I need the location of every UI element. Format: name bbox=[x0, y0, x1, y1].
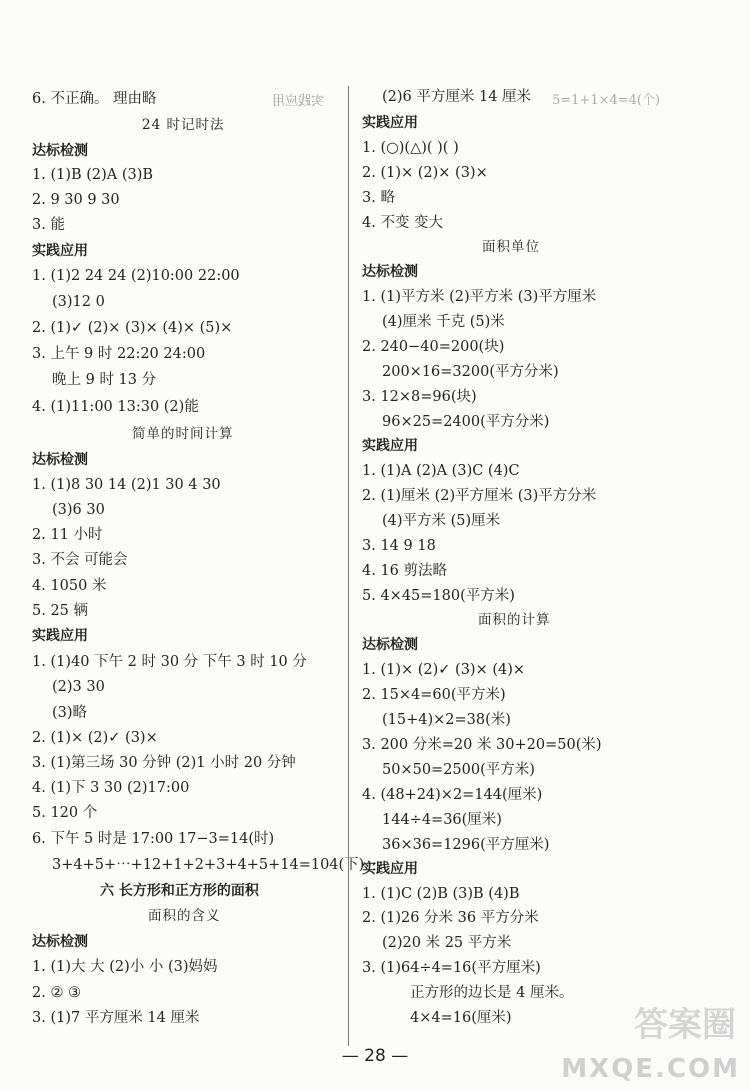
answer-line: (3)略 bbox=[52, 705, 88, 721]
answer-line: 5. 25 辆 bbox=[32, 603, 89, 619]
section-heading: 实践应用 bbox=[362, 861, 418, 877]
section-heading: 实践应用 bbox=[362, 438, 418, 454]
section-heading: 实践应用 bbox=[362, 115, 418, 131]
answer-line: 1. (1)平方米 (2)平方米 (3)平方厘米 bbox=[362, 289, 597, 305]
answer-line: 1. (1)8 30 14 (2)1 30 4 30 bbox=[32, 477, 221, 493]
answer-line: 2. (1)26 分米 36 平方分米 bbox=[362, 910, 539, 926]
answer-line: 1. (1)B (2)A (3)B bbox=[32, 167, 154, 183]
answer-line: 4. 16 剪法略 bbox=[362, 563, 448, 579]
topic-title: 24 时记时法 bbox=[142, 117, 225, 133]
answer-line: 96×25=2400(平方分米) bbox=[382, 414, 550, 430]
answer-line: 3. 能 bbox=[32, 217, 65, 233]
answer-line: (3)6 30 bbox=[52, 502, 105, 518]
answer-line: 4. (1)下 3 30 (2)17:00 bbox=[32, 780, 190, 796]
topic-title: 面积单位 bbox=[482, 239, 540, 255]
answer-line: 4. (48+24)×2=144(厘米) bbox=[362, 787, 543, 803]
section-heading: 实践应用 bbox=[32, 243, 88, 259]
section-heading: 六 长方形和正方形的面积 bbox=[100, 883, 259, 899]
answer-line: (15+4)×2=38(米) bbox=[382, 712, 511, 728]
section-heading: 实践应用 bbox=[32, 628, 88, 644]
answer-line: 1. (○)(△)( )( ) bbox=[362, 140, 459, 156]
answer-line: 3. (1)64÷4=16(平方厘米) bbox=[362, 960, 541, 976]
answer-line: 3. (1)第三场 30 分钟 (2)1 小时 20 分钟 bbox=[32, 755, 296, 771]
answer-line: 2. (1)厘米 (2)平方厘米 (3)平方分米 bbox=[362, 488, 597, 504]
answer-line: 晚上 9 时 13 分 bbox=[52, 372, 157, 388]
bleed-through-text-right: 5=1+1×4=4(个) bbox=[552, 93, 661, 108]
answer-line: 3. 上午 9 时 22:20 24:00 bbox=[32, 346, 206, 362]
answer-line: 4. 不变 变大 bbox=[362, 215, 444, 231]
answer-line: 3. (1)7 平方厘米 14 厘米 bbox=[32, 1010, 200, 1026]
answer-line: 2. 240−40=200(块) bbox=[362, 339, 505, 355]
answer-line: 3. 200 分米=20 米 30+20=50(米) bbox=[362, 737, 602, 753]
section-heading: 达标检测 bbox=[362, 264, 418, 280]
answer-line: 6. 不正确。 理由略 bbox=[32, 91, 157, 107]
answer-line: 2. 11 小时 bbox=[32, 527, 103, 543]
bleed-through-text: 实践应用 bbox=[272, 94, 325, 109]
answer-line: 3. 不会 可能会 bbox=[32, 552, 128, 568]
answer-line: 2. 15×4=60(平方米) bbox=[362, 687, 506, 703]
answer-line: 3. 12×8=96(块) bbox=[362, 389, 477, 405]
answer-line: 1. (1)C (2)B (3)B (4)B bbox=[362, 886, 520, 902]
answer-line: 144÷4=36(厘米) bbox=[382, 812, 502, 828]
topic-title: 面积的计算 bbox=[478, 612, 551, 628]
section-heading: 达标检测 bbox=[32, 934, 88, 950]
answer-line: 4. (1)11:00 13:30 (2)能 bbox=[32, 399, 199, 415]
answer-line: 200×16=3200(平方分米) bbox=[382, 364, 559, 380]
watermark-url: MXQE.COM bbox=[561, 1054, 740, 1084]
answer-line: 3. 14 9 18 bbox=[362, 538, 436, 554]
answer-line: 2. (1)× (2)× (3)× bbox=[362, 165, 488, 181]
answer-line: 5. 4×45=180(平方米) bbox=[362, 588, 515, 604]
topic-title: 简单的时间计算 bbox=[132, 426, 234, 442]
section-heading: 达标检测 bbox=[32, 452, 88, 468]
answer-line: 5. 120 个 bbox=[32, 805, 98, 821]
answer-line: 1. (1)A (2)A (3)C (4)C bbox=[362, 463, 520, 479]
answer-line: 6. 下午 5 时是 17:00 17−3=14(时) bbox=[32, 831, 275, 847]
answer-line: (2)3 30 bbox=[52, 679, 105, 695]
answer-line: 2. ② ③ bbox=[32, 985, 82, 1001]
answer-line: 2. (1)× (2)✓ (3)× bbox=[32, 730, 158, 746]
answer-line: 2. (1)✓ (2)× (3)× (4)× (5)× bbox=[32, 320, 233, 336]
answer-line: (4)平方米 (5)厘米 bbox=[382, 513, 501, 529]
column-divider bbox=[348, 86, 349, 1046]
answer-line: 1. (1)2 24 24 (2)10:00 22:00 bbox=[32, 268, 240, 284]
answer-line: (4)厘米 千克 (5)米 bbox=[382, 314, 505, 330]
answer-line: 4×4=16(厘米) bbox=[410, 1010, 512, 1026]
watermark-logo: 答案圈 bbox=[634, 1005, 736, 1045]
answer-line: (2)20 米 25 平方米 bbox=[382, 935, 512, 951]
answer-line: 4. 1050 米 bbox=[32, 578, 107, 594]
section-heading: 达标检测 bbox=[32, 143, 88, 159]
answer-line: 3. 略 bbox=[362, 190, 395, 206]
answer-line: 50×50=2500(平方米) bbox=[382, 762, 535, 778]
answer-line: 1. (1)大 大 (2)小 小 (3)妈妈 bbox=[32, 959, 218, 975]
answer-line: 1. (1)40 下午 2 时 30 分 下午 3 时 10 分 bbox=[32, 654, 307, 670]
section-heading: 达标检测 bbox=[362, 637, 418, 653]
answer-line: 1. (1)× (2)✓ (3)× (4)× bbox=[362, 662, 526, 678]
answer-line: 2. 9 30 9 30 bbox=[32, 192, 120, 208]
page-number: — 28 — bbox=[341, 1046, 409, 1066]
answer-line: (2)6 平方厘米 14 厘米 bbox=[382, 89, 532, 105]
answer-line: 3+4+5+⋯+12+1+2+3+4+5+14=104(下) bbox=[52, 857, 365, 873]
topic-title: 面积的含义 bbox=[148, 908, 221, 924]
answer-line: 正方形的边长是 4 厘米。 bbox=[410, 985, 574, 1001]
answer-line: (3)12 0 bbox=[52, 294, 105, 310]
answer-line: 36×36=1296(平方厘米) bbox=[382, 837, 550, 853]
